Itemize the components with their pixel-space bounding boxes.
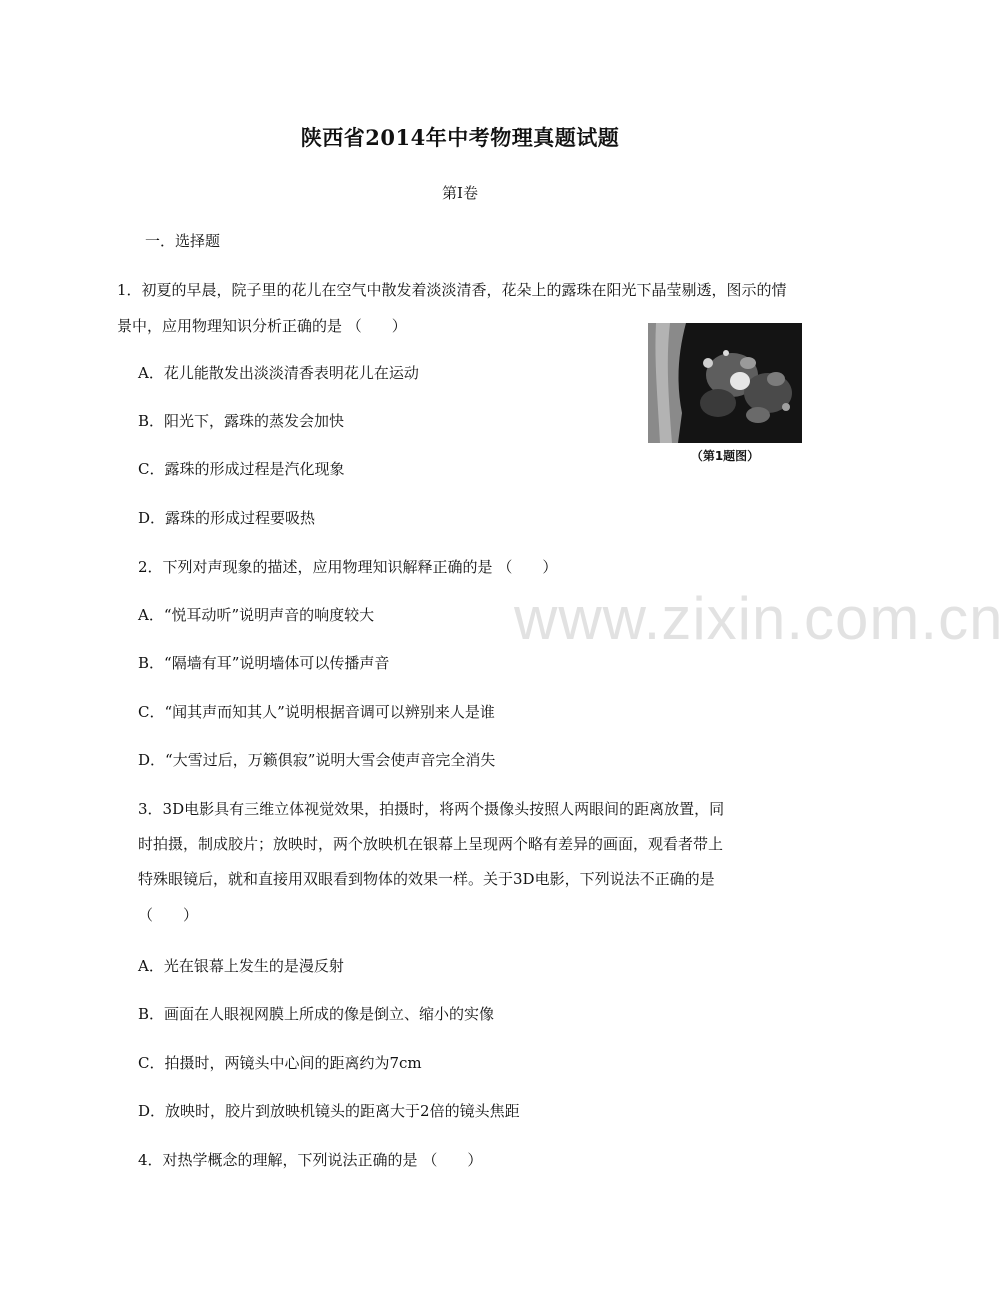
q4-stem: 4．对热学概念的理解，下列说法正确的是 （ ）	[138, 1151, 483, 1169]
volume-heading: 第Ⅰ卷	[442, 184, 478, 202]
q1-stem-line1: 1．初夏的早晨，院子里的花儿在空气中散发着淡淡清香，花朵上的露珠在阳光下晶莹剔透，图示的情	[117, 281, 787, 299]
page-title: 陕西省2014年中考物理真题试题	[300, 125, 620, 150]
q3-stem-line3: 特殊眼镜后，就和直接用双眼看到物体的效果一样。关于3D电影，下列说法不正确的是	[138, 870, 715, 888]
q1-option-d: D．露珠的形成过程要吸热	[138, 509, 316, 527]
q3-stem-line4: （ ）	[138, 906, 199, 924]
q1-option-b: B．阳光下，露珠的蒸发会加快	[138, 412, 345, 430]
q3-option-a: A．光在银幕上发生的是漫反射	[138, 957, 344, 975]
q2-option-b: B．“隔墙有耳”说明墙体可以传播声音	[138, 654, 390, 672]
q3-option-c: C．拍摄时，两镜头中心间的距离约为7cm	[138, 1054, 422, 1072]
q1-stem-line2: 景中，应用物理知识分析正确的是 （ ）	[117, 317, 407, 335]
watermark: www.zixin.com.cn	[514, 585, 1003, 652]
q1-figure	[648, 323, 802, 469]
q2-stem: 2．下列对声现象的描述，应用物理知识解释正确的是 （ ）	[138, 558, 558, 576]
q3-stem-line1: 3．3D电影具有三维立体视觉效果，拍摄时，将两个摄像头按照人两眼间的距离放置，同	[138, 800, 725, 818]
q3-option-b: B．画面在人眼视网膜上所成的像是倒立、缩小的实像	[138, 1005, 495, 1023]
section-heading: 一．选择题	[145, 232, 221, 250]
figure-caption: （第1题图）	[690, 449, 760, 463]
flower-photo	[648, 323, 802, 443]
q2-option-a: A．“悦耳动听”说明声音的响度较大	[138, 606, 375, 624]
q1-option-c: C．露珠的形成过程是汽化现象	[138, 460, 345, 478]
q2-option-d: D．“大雪过后，万籁俱寂”说明大雪会使声音完全消失	[138, 751, 496, 769]
q3-option-d: D．放映时，胶片到放映机镜头的距离大于2倍的镜头焦距	[138, 1102, 520, 1120]
q2-option-c: C．“闻其声而知其人”说明根据音调可以辨别来人是谁	[138, 703, 495, 721]
q1-option-a: A．花儿能散发出淡淡清香表明花儿在运动	[138, 364, 419, 382]
q3-stem-line2: 时拍摄，制成胶片；放映时，两个放映机在银幕上呈现两个略有差异的画面，观看者带上	[138, 835, 724, 853]
